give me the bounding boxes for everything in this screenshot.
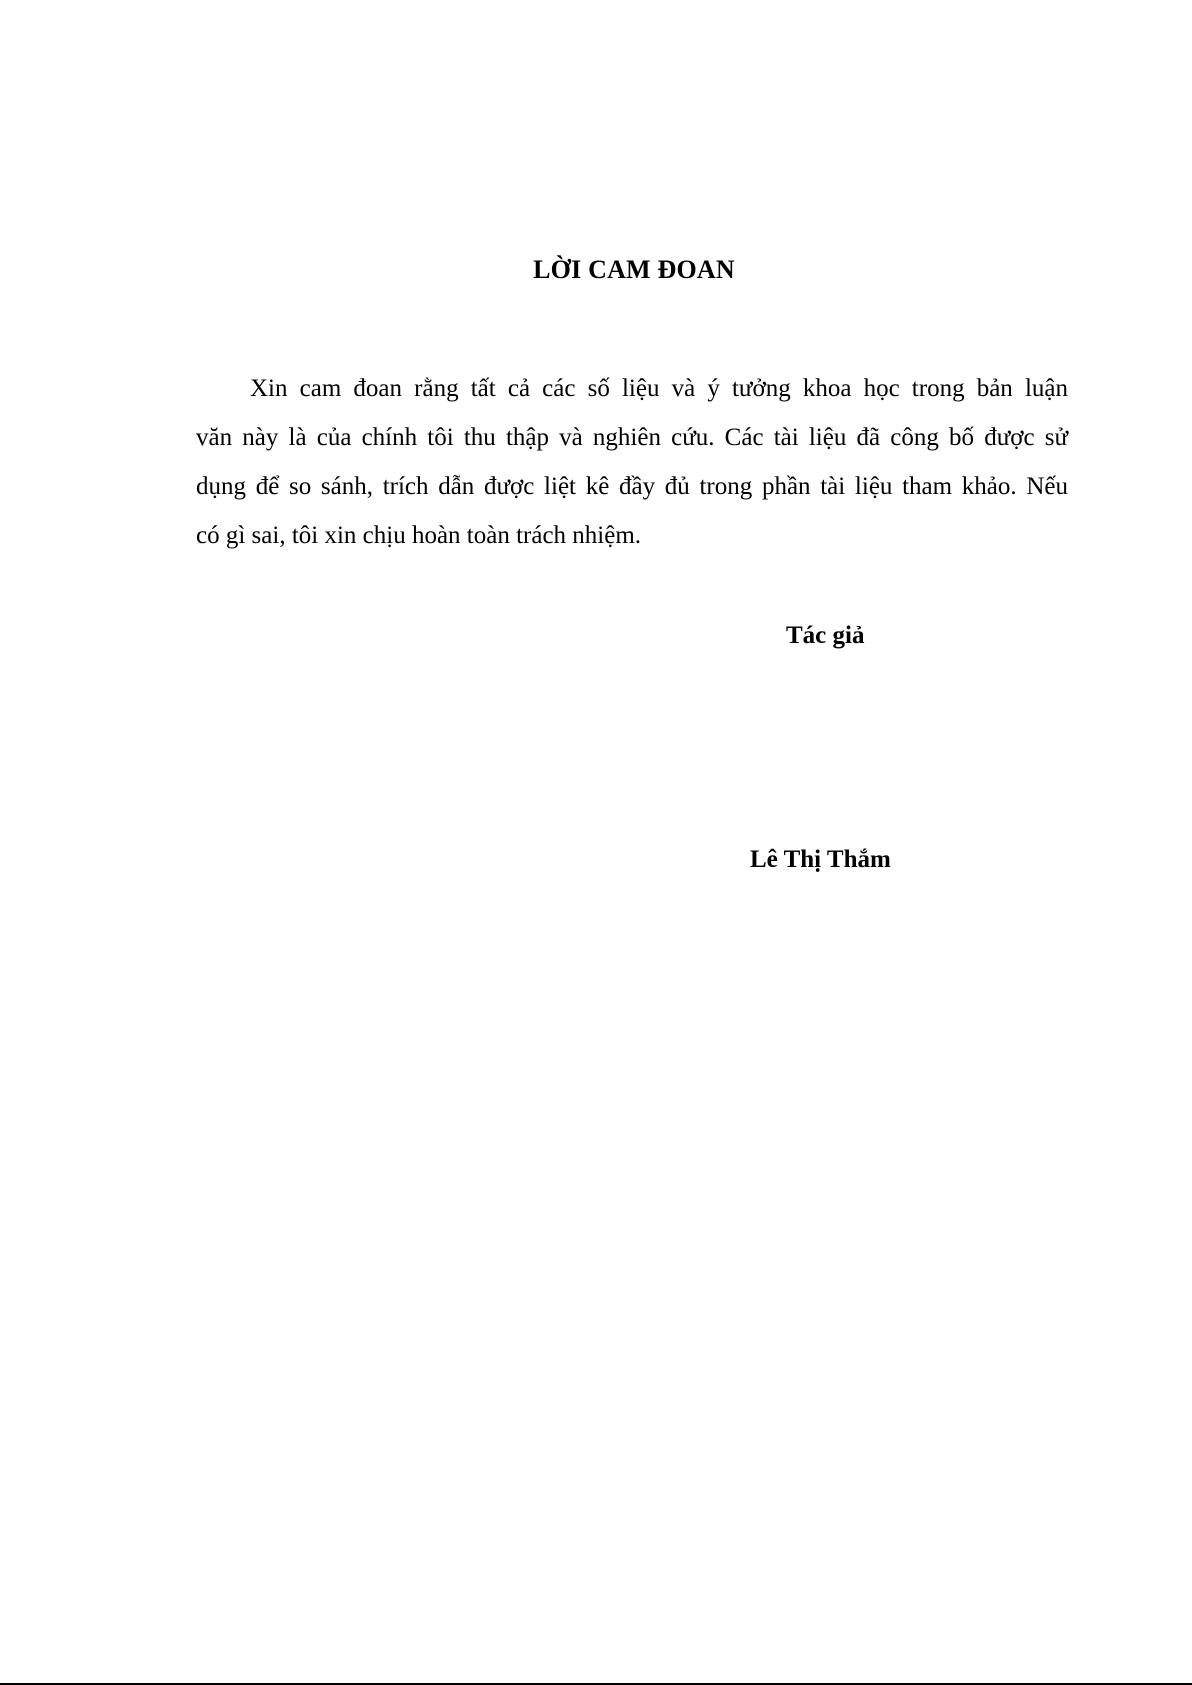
page-title: LỜI CAM ĐOAN [533,255,735,284]
author-name: Lê Thị Thắm [750,846,891,873]
author-label: Tác giả [786,622,865,649]
paragraph-line: Xin cam đoan rằng tất cả các số liệu và ý tưởng khoa học trong bản luận [250,375,1068,402]
paragraph-line: văn này là của chính tôi thu thập và nghiên cứu. Các tài liệu đã công bố được sử [196,424,1068,451]
paragraph-line: có gì sai, tôi xin chịu hoàn toàn trách nhiệm. [196,522,642,549]
declaration-paragraph [196,364,1068,560]
paragraph-line: dụng để so sánh, trích dẫn được liệt kê đầy đủ trong phần tài liệu tham khảo. Nếu [196,473,1068,500]
